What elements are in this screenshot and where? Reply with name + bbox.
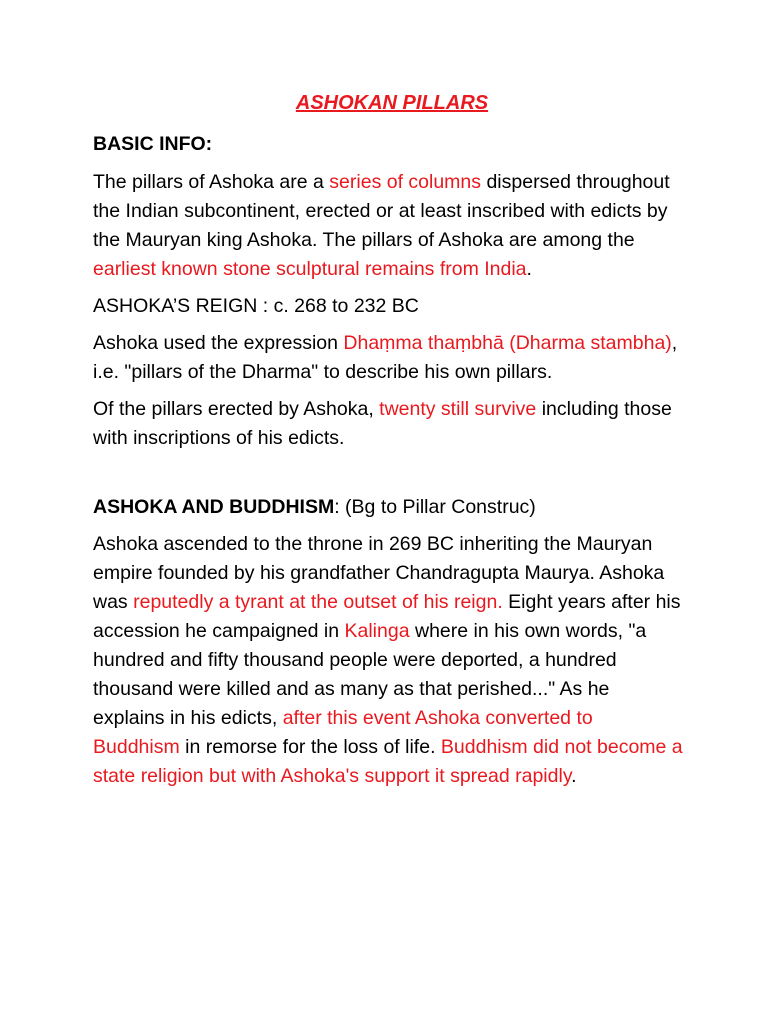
highlight-text: twenty still survive <box>379 398 537 420</box>
heading-rest-text: : (Bg to Pillar Construc) <box>334 496 536 518</box>
text-run: dispersed throughout the Indian subcontinent, erected or at least inscribed with edicts by the Mauryan king Ashoka. The pillars of Ashoka are among the <box>93 171 670 251</box>
text-run: in remorse for the loss of life. <box>179 736 441 758</box>
document-title: ASHOKAN PILLARS <box>295 92 489 114</box>
highlight-text: Kalinga <box>344 620 410 642</box>
paragraph-reign: ASHOKA’S REIGN : c. 268 to 232 BC <box>93 295 419 317</box>
text-run: where in his own words, "a hundred and fifty thousand people were deported, a hundred thousand were killed and as many as that perished..." As he explains in his edicts, <box>93 620 647 729</box>
text-run: Ashoka used the expression <box>93 332 344 354</box>
text-run: Ashoka ascended to the throne in 269 BC inheriting the Mauryan empire founded by his grandfather Chandragupta Maurya. Ashoka was <box>93 533 665 613</box>
section-heading-ashoka-buddhism <box>93 493 683 522</box>
text-run: including those with inscriptions of his edicts. <box>93 398 672 449</box>
text-run: Eight years after his accession he campaigned in <box>93 591 681 642</box>
document-page <box>93 88 683 799</box>
highlight-text: earliest known stone sculptural remains from India <box>93 258 527 280</box>
highlight-text: Buddhism did not become a state religion but with Ashoka's support it spread rapidly <box>93 736 683 787</box>
highlight-text: reputedly a tyrant at the outset of his reign. <box>133 591 503 613</box>
heading-bold-text: ASHOKA AND BUDDHISM <box>93 496 335 518</box>
text-run: . <box>571 765 577 787</box>
text-run: . <box>526 258 532 280</box>
highlight-text: Dhaṃma thaṃbhā (Dharma stambha) <box>343 332 672 354</box>
text-run: , i.e. "pillars of the Dharma" to describe his own pillars. <box>93 332 678 383</box>
section-spacer <box>93 461 683 493</box>
highlight-text: after this event Ashoka converted to Buddhism <box>93 707 593 758</box>
highlight-text: series of columns <box>329 171 482 193</box>
text-run: Of the pillars erected by Ashoka, <box>93 398 380 420</box>
paragraph-ashoka-history <box>93 530 683 791</box>
paragraph-dharma-stambha <box>93 329 683 387</box>
paragraph-surviving-pillars <box>93 395 683 453</box>
section-heading-basic-info: BASIC INFO: <box>93 133 213 155</box>
text-run: The pillars of Ashoka are a <box>93 171 330 193</box>
paragraph-pillars-intro <box>93 168 683 284</box>
